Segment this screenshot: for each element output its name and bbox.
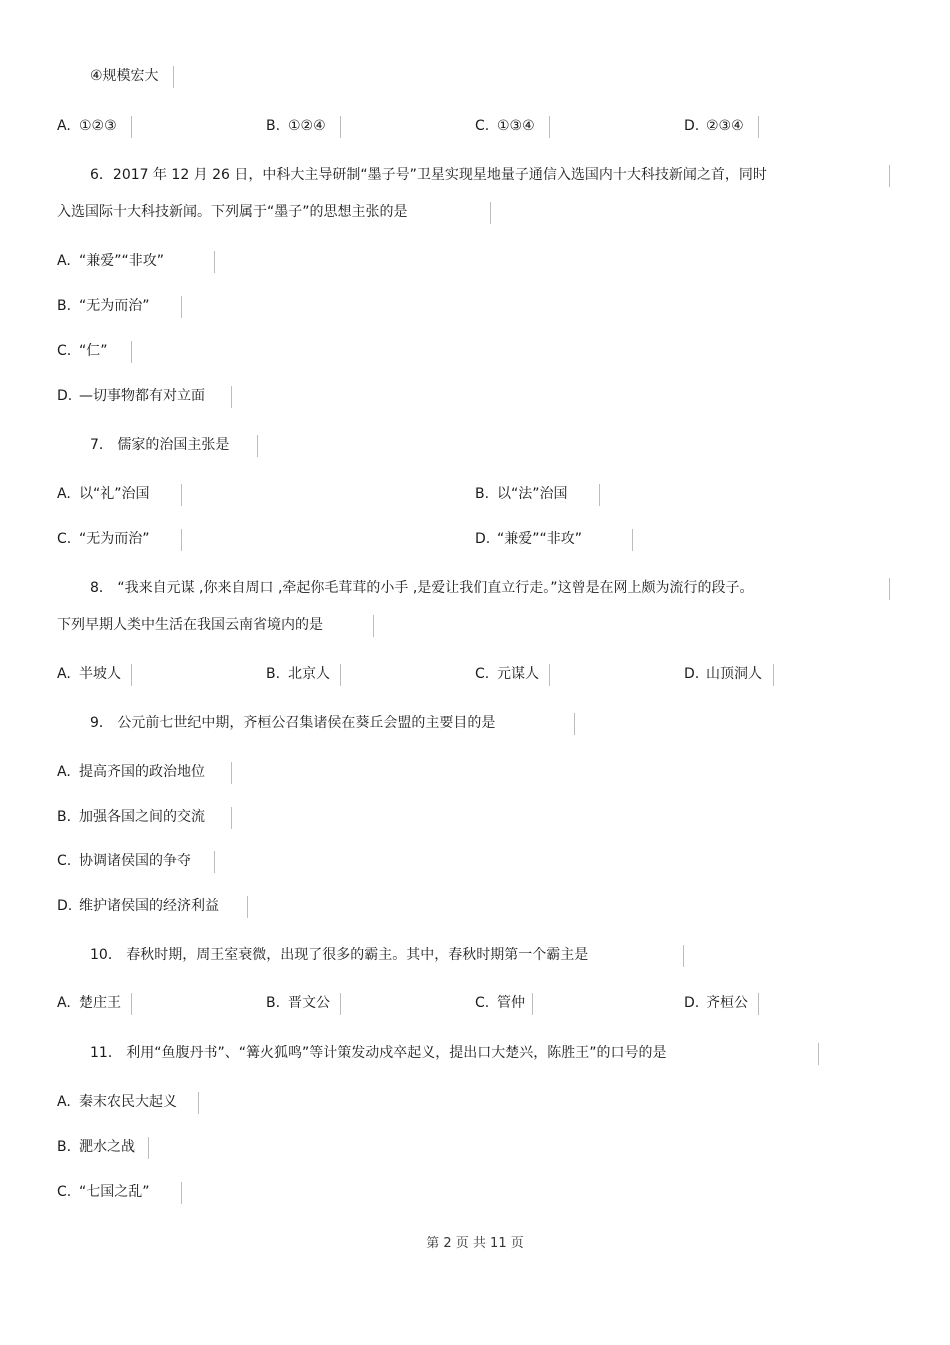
- option-letter: D.: [57, 388, 73, 404]
- q7-option-b[interactable]: [475, 484, 568, 504]
- text-end-marker: [599, 484, 600, 506]
- option-letter: C.: [475, 118, 490, 134]
- text-end-marker: [181, 484, 182, 506]
- option-text: 齐桓公: [706, 995, 748, 1011]
- text-end-marker: [231, 807, 232, 829]
- option-letter: B.: [475, 486, 490, 502]
- option-text: “无为而治”: [79, 531, 150, 547]
- text-end-marker: [758, 993, 759, 1015]
- option-text: 元谋人: [497, 666, 539, 682]
- q8-stem-line1: 8． “我来自元谋 ,你来自周口 ,牵起你毛茸茸的小手 ,是爱让我们直立行走。”这曾是在网上颇为流行的段子。: [90, 580, 754, 596]
- q9-option-a[interactable]: [57, 762, 205, 782]
- text-end-marker: [231, 762, 232, 784]
- text-end-marker: [131, 993, 132, 1015]
- option-text: 加强各国之间的交流: [79, 809, 205, 825]
- q10-option-d[interactable]: [684, 993, 748, 1013]
- option-letter: C.: [57, 343, 72, 359]
- text-end-marker: [549, 116, 550, 138]
- text-end-marker: [549, 664, 550, 686]
- option-text: 晋文公: [288, 995, 330, 1011]
- option-letter: D.: [475, 531, 491, 547]
- text-end-marker: [257, 435, 258, 457]
- option-letter: A.: [57, 1094, 71, 1110]
- q6-option-c[interactable]: [57, 341, 108, 361]
- page-footer: 第 2 页 共 11 页: [426, 1236, 524, 1251]
- q10-stem: 10． 春秋时期，周王室衰微，出现了很多的霸主。其中，春秋时期第一个霸主是: [90, 947, 589, 963]
- q10-option-b[interactable]: [266, 993, 330, 1013]
- option-text: ②③④: [706, 118, 744, 134]
- text-end-marker: [340, 993, 341, 1015]
- text-end-marker: [131, 116, 132, 138]
- text-end-marker: [490, 202, 491, 224]
- q8-option-b[interactable]: [266, 664, 330, 684]
- option-letter: B.: [57, 809, 72, 825]
- text-end-marker: [889, 578, 890, 600]
- option-text: “兼爱”“非攻”: [497, 531, 583, 547]
- q6-option-a[interactable]: [57, 251, 164, 271]
- option-text: “七国之乱”: [79, 1184, 150, 1200]
- option-letter: D.: [57, 898, 73, 914]
- q11-option-a[interactable]: [57, 1092, 177, 1112]
- q8-option-c[interactable]: [475, 664, 539, 684]
- text-end-marker: [532, 993, 533, 1015]
- q10-option-a[interactable]: [57, 993, 121, 1013]
- text-end-marker: [148, 1137, 149, 1159]
- option-letter: B.: [57, 298, 72, 314]
- text-end-marker: [131, 341, 132, 363]
- text-end-marker: [214, 251, 215, 273]
- q7-option-a[interactable]: [57, 484, 150, 504]
- q7-option-c[interactable]: [57, 529, 150, 549]
- q5-option-a[interactable]: [57, 116, 117, 136]
- option-text: ①②④: [288, 118, 326, 134]
- option-letter: C.: [475, 666, 490, 682]
- q9-option-d[interactable]: [57, 896, 219, 916]
- option-letter: A.: [57, 253, 71, 269]
- option-text: “兼爱”“非攻”: [79, 253, 165, 269]
- option-letter: B.: [266, 995, 281, 1011]
- option-text: 半坡人: [79, 666, 121, 682]
- option-letter: A.: [57, 666, 71, 682]
- q5-option-d[interactable]: [684, 116, 744, 136]
- option-text: “仁”: [79, 343, 108, 359]
- q10-option-c[interactable]: [475, 993, 525, 1013]
- option-text: 淝水之战: [79, 1139, 135, 1155]
- option-letter: B.: [57, 1139, 72, 1155]
- text-end-marker: [340, 664, 341, 686]
- option-letter: B.: [266, 118, 281, 134]
- text-end-marker: [247, 896, 248, 918]
- q5-statement-4: ④规模宏大: [90, 68, 159, 84]
- option-text: 维护诸侯国的经济利益: [79, 898, 219, 914]
- q9-stem: 9． 公元前七世纪中期，齐桓公召集诸侯在葵丘会盟的主要目的是: [90, 715, 496, 731]
- q11-option-b[interactable]: [57, 1137, 135, 1157]
- q8-stem-line2: 下列早期人类中生活在我国云南省境内的是: [57, 617, 323, 633]
- text-end-marker: [181, 529, 182, 551]
- q9-option-c[interactable]: [57, 851, 191, 871]
- q6-stem-line1: 6．2017 年 12 月 26 日，中科大主导研制“墨子号”卫星实现星地量子通信入选国内十大科技新闻之首，同时: [90, 167, 767, 183]
- text-end-marker: [198, 1092, 199, 1114]
- option-text: 管仲: [497, 995, 525, 1011]
- option-letter: D.: [684, 118, 700, 134]
- text-end-marker: [889, 165, 890, 187]
- option-letter: D.: [684, 666, 700, 682]
- q9-option-b[interactable]: [57, 807, 205, 827]
- text-end-marker: [340, 116, 341, 138]
- text-end-marker: [683, 945, 684, 967]
- text-end-marker: [773, 664, 774, 686]
- option-letter: C.: [57, 531, 72, 547]
- q6-option-b[interactable]: [57, 296, 150, 316]
- text-end-marker: [632, 529, 633, 551]
- option-text: 提高齐国的政治地位: [79, 764, 205, 780]
- option-letter: B.: [266, 666, 281, 682]
- q11-option-c[interactable]: [57, 1182, 150, 1202]
- text-end-marker: [574, 713, 575, 735]
- q8-option-d[interactable]: [684, 664, 762, 684]
- option-text: 秦末农民大起义: [79, 1094, 177, 1110]
- text-end-marker: [231, 386, 232, 408]
- text-end-marker: [181, 1182, 182, 1204]
- q6-option-d[interactable]: [57, 386, 205, 406]
- q11-stem: 11． 利用“鱼腹丹书”、“篝火狐鸣”等计策发动戍卒起义，提出口大楚兴，陈胜王”的口号的是: [90, 1045, 667, 1061]
- q6-stem-line2: 入选国际十大科技新闻。下列属于“墨子”的思想主张的是: [57, 204, 408, 220]
- text-end-marker: [131, 664, 132, 686]
- q5-option-b[interactable]: [266, 116, 326, 136]
- option-text: ①②③: [79, 118, 117, 134]
- option-letter: A.: [57, 995, 71, 1011]
- option-text: 山顶洞人: [706, 666, 762, 682]
- text-end-marker: [758, 116, 759, 138]
- option-text: ①③④: [497, 118, 535, 134]
- option-letter: C.: [57, 853, 72, 869]
- option-text: —切事物都有对立面: [79, 388, 205, 404]
- text-end-marker: [173, 66, 174, 88]
- text-end-marker: [373, 615, 374, 637]
- q5-option-c[interactable]: [475, 116, 535, 136]
- option-letter: C.: [57, 1184, 72, 1200]
- text-end-marker: [214, 851, 215, 873]
- option-letter: A.: [57, 118, 71, 134]
- option-letter: A.: [57, 486, 71, 502]
- option-text: 楚庄王: [79, 995, 121, 1011]
- option-text: 协调诸侯国的争夺: [79, 853, 191, 869]
- option-letter: C.: [475, 995, 490, 1011]
- q8-option-a[interactable]: [57, 664, 121, 684]
- q7-option-d[interactable]: [475, 529, 582, 549]
- text-end-marker: [818, 1043, 819, 1065]
- option-text: “无为而治”: [79, 298, 150, 314]
- option-text: 北京人: [288, 666, 330, 682]
- option-letter: D.: [684, 995, 700, 1011]
- option-text: 以“法”治国: [497, 486, 568, 502]
- option-text: 以“礼”治国: [79, 486, 150, 502]
- text-end-marker: [181, 296, 182, 318]
- option-letter: A.: [57, 764, 71, 780]
- q7-stem: 7． 儒家的治国主张是: [90, 437, 230, 453]
